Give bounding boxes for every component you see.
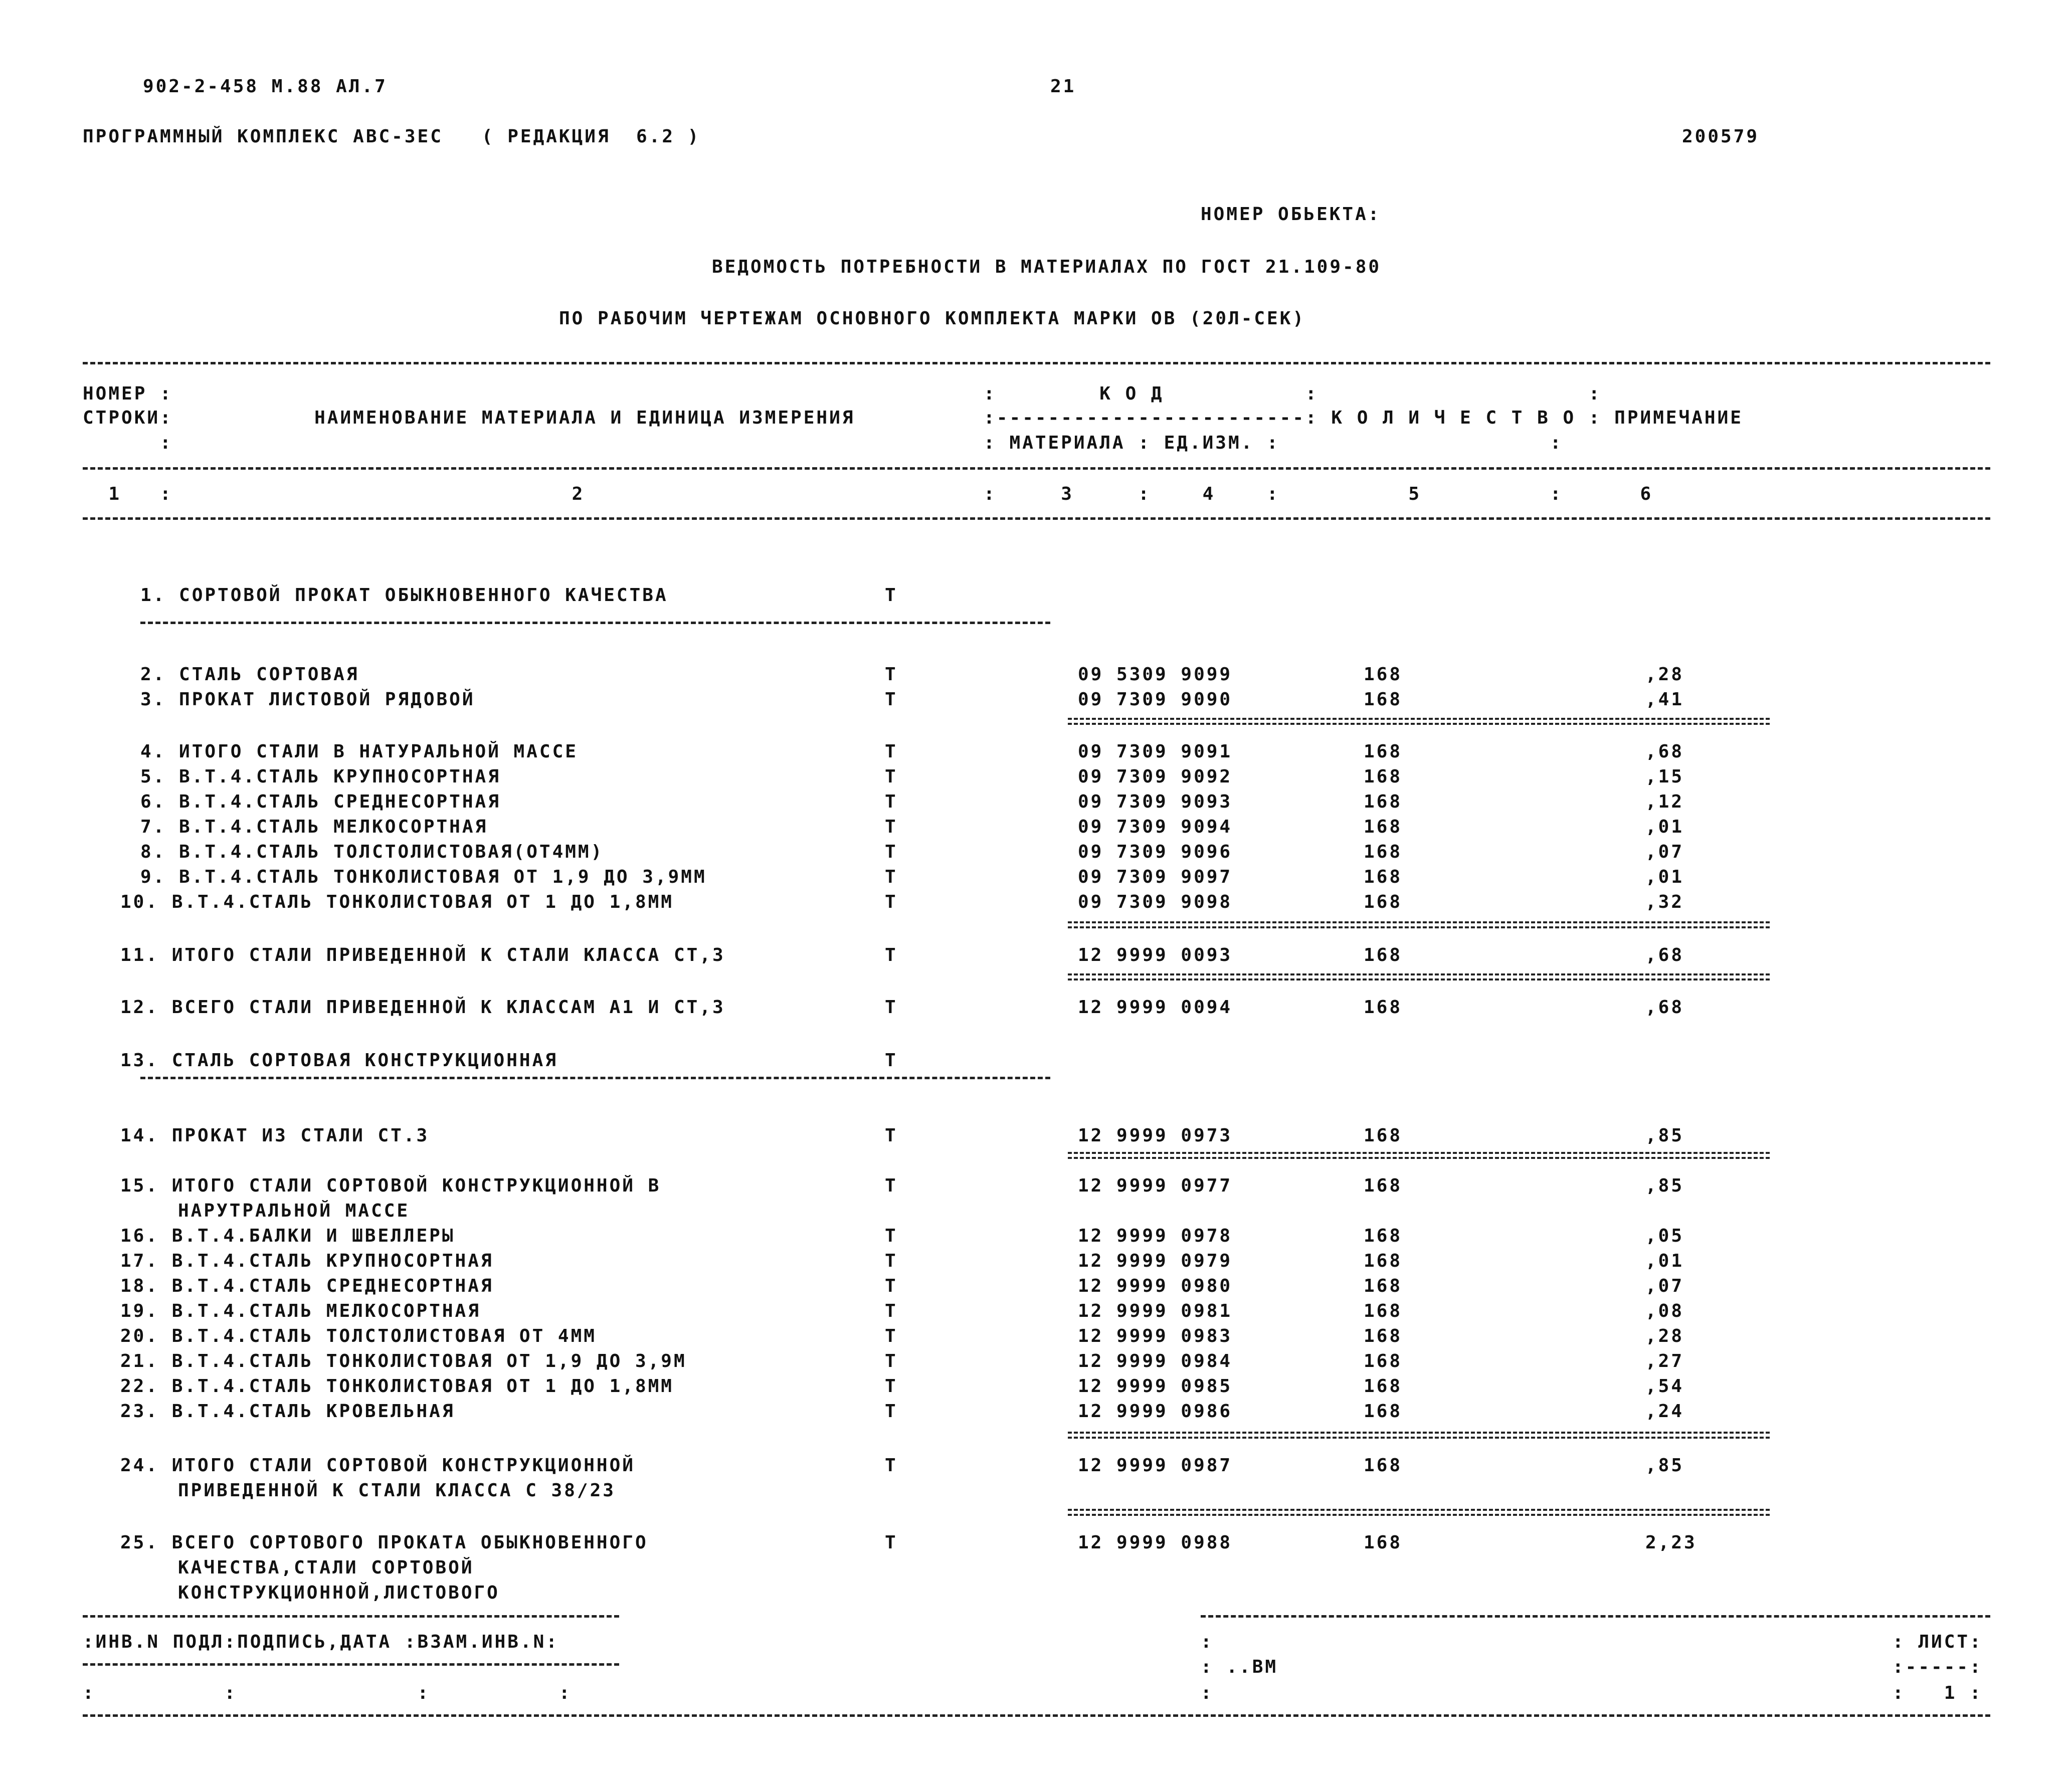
row-qty: ,07: [1645, 842, 1684, 862]
total-rule: [1068, 1509, 1770, 1516]
row-qty: ,54: [1645, 1376, 1684, 1397]
row-name: 16. В.Т.4.БАЛКИ И ШВЕЛЛЕРЫ: [120, 1226, 455, 1246]
section-rule: [140, 1077, 1050, 1079]
footer-rule-left-top: [83, 1615, 619, 1618]
sheet-number: : 1 :: [1893, 1683, 1983, 1703]
row-unit: Т: [885, 1251, 898, 1271]
total-rule: [1068, 718, 1770, 725]
row-ed: 168: [1364, 817, 1403, 837]
row-name: 7. В.Т.4.СТАЛЬ МЕЛКОСОРТНАЯ: [140, 817, 488, 837]
row-name: 4. ИТОГО СТАЛИ В НАТУРАЛЬНОЙ МАССЕ: [140, 741, 578, 762]
row-qty: ,01: [1645, 817, 1684, 837]
row-qty: ,28: [1645, 664, 1684, 685]
total-rule: [1068, 1432, 1770, 1439]
row-qty: ,41: [1645, 689, 1684, 710]
header-rule-top: [83, 362, 1990, 364]
row-ed: 168: [1364, 689, 1403, 710]
row-ed: 168: [1364, 741, 1403, 762]
row-name: 21. В.Т.4.СТАЛЬ ТОНКОЛИСТОВАЯ ОТ 1,9 ДО 3,9М: [120, 1351, 687, 1371]
row-code: 12 9999 0973: [1078, 1125, 1233, 1146]
row-name: 17. В.Т.4.СТАЛЬ КРУПНОСОРТНАЯ: [120, 1251, 494, 1271]
row-qty: 2,23: [1645, 1532, 1697, 1553]
row-code: 12 9999 0979: [1078, 1251, 1233, 1271]
row-qty: ,68: [1645, 997, 1684, 1018]
row-qty: ,08: [1645, 1301, 1684, 1321]
row-unit: Т: [885, 766, 898, 787]
page-number: 21: [1050, 76, 1076, 97]
row-code: 12 9999 0093: [1078, 945, 1233, 965]
row-qty: ,12: [1645, 792, 1684, 812]
row-unit: Т: [885, 1276, 898, 1296]
document-title: ВЕДОМОСТЬ ПОТРЕБНОСТИ В МАТЕРИАЛАХ ПО ГОСТ 21.109-80: [712, 257, 1382, 277]
row-ed: 168: [1364, 1326, 1403, 1346]
row-ed: 168: [1364, 1351, 1403, 1371]
row-ed: 168: [1364, 664, 1403, 685]
row-code: 12 9999 0978: [1078, 1226, 1233, 1246]
row-qty: ,68: [1645, 741, 1684, 762]
row-ed: 168: [1364, 1226, 1403, 1246]
row-unit: Т: [885, 842, 898, 862]
doc-code: 902-2-458 М.88 АЛ.7: [143, 76, 388, 97]
header-rule-bottom: [83, 517, 1990, 520]
row-name: 10. В.Т.4.СТАЛЬ ТОНКОЛИСТОВАЯ ОТ 1 ДО 1,8ММ: [120, 892, 674, 912]
footer-vm: : ..ВМ: [1201, 1657, 1278, 1677]
total-rule: [1068, 1152, 1770, 1159]
row-qty: ,27: [1645, 1351, 1684, 1371]
row-code: 09 5309 9099: [1078, 664, 1233, 685]
header-row-b: СТРОКИ: НАИМЕНОВАНИЕ МАТЕРИАЛА И ЕДИНИЦА ИЗМЕРЕНИЯ :------------------------: К О Л И Ч Е С Т В О : ПРИМЕЧАНИЕ: [83, 408, 1743, 428]
footer-stamp-fields: : : : :: [83, 1683, 572, 1703]
row-name: 5. В.Т.4.СТАЛЬ КРУПНОСОРТНАЯ: [140, 766, 501, 787]
row-name: 25. ВСЕГО СОРТОВОГО ПРОКАТА ОБЫКНОВЕННОГО: [120, 1532, 648, 1553]
row-code: 09 7309 9090: [1078, 689, 1233, 710]
row-name: 19. В.Т.4.СТАЛЬ МЕЛКОСОРТНАЯ: [120, 1301, 481, 1321]
row-code: 12 9999 0981: [1078, 1301, 1233, 1321]
row-ed: 168: [1364, 1276, 1403, 1296]
row-unit: Т: [885, 1125, 898, 1146]
row-name: КАЧЕСТВА,СТАЛИ СОРТОВОЙ: [178, 1557, 474, 1578]
row-name: 2. СТАЛЬ СОРТОВАЯ: [140, 664, 359, 685]
row-qty: ,24: [1645, 1401, 1684, 1422]
row-code: 09 7309 9098: [1078, 892, 1233, 912]
row-name: 11. ИТОГО СТАЛИ ПРИВЕДЕННОЙ К СТАЛИ КЛАССА СТ,3: [120, 945, 725, 965]
row-unit: Т: [885, 1351, 898, 1371]
row-unit: Т: [885, 1175, 898, 1196]
row-name: ПРИВЕДЕННОЙ К СТАЛИ КЛАССА С 38/23: [178, 1480, 616, 1501]
row-ed: 168: [1364, 1175, 1403, 1196]
row-name: КОНСТРУКЦИОННОЙ,ЛИСТОВОГО: [178, 1583, 500, 1603]
row-name: 1. СОРТОВОЙ ПРОКАТ ОБЫКНОВЕННОГО КАЧЕСТВА: [140, 585, 668, 606]
row-code: 09 7309 9093: [1078, 792, 1233, 812]
row-qty: ,07: [1645, 1276, 1684, 1296]
row-name: 13. СТАЛЬ СОРТОВАЯ КОНСТРУКЦИОННАЯ: [120, 1050, 558, 1071]
row-ed: 168: [1364, 892, 1403, 912]
row-ed: 168: [1364, 1125, 1403, 1146]
row-unit: Т: [885, 1226, 898, 1246]
row-unit: Т: [885, 1376, 898, 1397]
row-code: 12 9999 0983: [1078, 1326, 1233, 1346]
row-name: 9. В.Т.4.СТАЛЬ ТОНКОЛИСТОВАЯ ОТ 1,9 ДО 3,9ММ: [140, 867, 707, 887]
row-unit: Т: [885, 1301, 898, 1321]
object-number-label: НОМЕР ОБЬЕКТА:: [1201, 204, 1381, 225]
footer-right-colon-2: :: [1201, 1683, 1214, 1703]
document-subtitle: ПО РАБОЧИМ ЧЕРТЕЖАМ ОСНОВНОГО КОМПЛЕКТА МАРКИ ОВ (20Л-СЕК): [559, 308, 1306, 329]
total-rule: [1068, 921, 1770, 928]
row-name: 22. В.Т.4.СТАЛЬ ТОНКОЛИСТОВАЯ ОТ 1 ДО 1,8ММ: [120, 1376, 674, 1397]
footer-stamp-labels: :ИНВ.N ПОДЛ:ПОДПИСЬ,ДАТА :ВЗАМ.ИНВ.N:: [83, 1632, 559, 1652]
row-ed: 168: [1364, 1301, 1403, 1321]
row-unit: Т: [885, 892, 898, 912]
footer-right-colon: :: [1201, 1632, 1214, 1652]
row-unit: Т: [885, 664, 898, 685]
program-line: ПРОГРАММНЫЙ КОМПЛЕКС АВС-3ЕС ( РЕДАКЦИЯ 6.2 ): [83, 126, 701, 147]
row-unit: Т: [885, 867, 898, 887]
row-code: 09 7309 9092: [1078, 766, 1233, 787]
row-code: 09 7309 9096: [1078, 842, 1233, 862]
row-name: 8. В.Т.4.СТАЛЬ ТОЛСТОЛИСТОВАЯ(ОТ4ММ): [140, 842, 604, 862]
row-name: 15. ИТОГО СТАЛИ СОРТОВОЙ КОНСТРУКЦИОННОЙ В: [120, 1175, 661, 1196]
row-name: 23. В.Т.4.СТАЛЬ КРОВЕЛЬНАЯ: [120, 1401, 455, 1422]
row-ed: 168: [1364, 1401, 1403, 1422]
row-unit: Т: [885, 585, 898, 606]
footer-rule-left-mid: [83, 1663, 619, 1666]
row-name: 12. ВСЕГО СТАЛИ ПРИВЕДЕННОЙ К КЛАССАМ А1 И СТ,3: [120, 997, 725, 1018]
row-unit: Т: [885, 1326, 898, 1346]
row-unit: Т: [885, 1401, 898, 1422]
row-ed: 168: [1364, 1376, 1403, 1397]
row-ed: 168: [1364, 1251, 1403, 1271]
row-name: НАРУТРАЛЬНОЙ МАССЕ: [178, 1201, 410, 1221]
total-rule: [1068, 973, 1770, 980]
row-qty: ,01: [1645, 867, 1684, 887]
row-qty: ,28: [1645, 1326, 1684, 1346]
row-code: 12 9999 0986: [1078, 1401, 1233, 1422]
row-unit: Т: [885, 945, 898, 965]
row-qty: ,85: [1645, 1175, 1684, 1196]
row-code: 09 7309 9094: [1078, 817, 1233, 837]
row-qty: ,15: [1645, 766, 1684, 787]
row-code: 12 9999 0987: [1078, 1455, 1233, 1476]
row-code: 12 9999 0977: [1078, 1175, 1233, 1196]
row-code: 12 9999 0980: [1078, 1276, 1233, 1296]
row-ed: 168: [1364, 997, 1403, 1018]
row-qty: ,85: [1645, 1455, 1684, 1476]
sheet-separator: :-----:: [1893, 1657, 1983, 1677]
row-unit: Т: [885, 689, 898, 710]
row-unit: Т: [885, 792, 898, 812]
row-name: 6. В.Т.4.СТАЛЬ СРЕДНЕСОРТНАЯ: [140, 792, 501, 812]
row-qty: ,05: [1645, 1226, 1684, 1246]
document-number: 200579: [1682, 126, 1760, 147]
row-name: 20. В.Т.4.СТАЛЬ ТОЛСТОЛИСТОВАЯ ОТ 4ММ: [120, 1326, 597, 1346]
row-code: 09 7309 9091: [1078, 741, 1233, 762]
column-numbers: 1 : 2 : 3 : 4 : 5 : 6: [83, 484, 1653, 504]
header-row-c: : : МАТЕРИАЛА : ЕД.ИЗМ. : :: [83, 433, 1563, 453]
row-unit: Т: [885, 1455, 898, 1476]
row-name: 24. ИТОГО СТАЛИ СОРТОВОЙ КОНСТРУКЦИОННОЙ: [120, 1455, 635, 1476]
row-unit: Т: [885, 997, 898, 1018]
row-qty: ,01: [1645, 1251, 1684, 1271]
row-code: 12 9999 0984: [1078, 1351, 1233, 1371]
row-code: 12 9999 0094: [1078, 997, 1233, 1018]
row-unit: Т: [885, 1050, 898, 1071]
row-qty: ,32: [1645, 892, 1684, 912]
row-qty: ,85: [1645, 1125, 1684, 1146]
sheet-label: : ЛИСТ:: [1893, 1632, 1983, 1652]
row-ed: 168: [1364, 792, 1403, 812]
row-ed: 168: [1364, 842, 1403, 862]
row-name: 18. В.Т.4.СТАЛЬ СРЕДНЕСОРТНАЯ: [120, 1276, 494, 1296]
row-ed: 168: [1364, 945, 1403, 965]
section-rule: [140, 622, 1050, 624]
row-name: 3. ПРОКАТ ЛИСТОВОЙ РЯДОВОЙ: [140, 689, 475, 710]
row-name: 14. ПРОКАТ ИЗ СТАЛИ СТ.3: [120, 1125, 430, 1146]
row-ed: 168: [1364, 1532, 1403, 1553]
header-rule-mid: [83, 467, 1990, 470]
footer-rule-bottom: [83, 1714, 1990, 1717]
row-unit: Т: [885, 1532, 898, 1553]
row-code: 09 7309 9097: [1078, 867, 1233, 887]
row-unit: Т: [885, 741, 898, 762]
row-ed: 168: [1364, 1455, 1403, 1476]
row-ed: 168: [1364, 766, 1403, 787]
row-qty: ,68: [1645, 945, 1684, 965]
row-code: 12 9999 0988: [1078, 1532, 1233, 1553]
row-unit: Т: [885, 817, 898, 837]
row-code: 12 9999 0985: [1078, 1376, 1233, 1397]
header-row-a: НОМЕР : : К О Д : :: [83, 383, 1602, 404]
footer-rule-right-top: [1201, 1615, 1990, 1618]
row-ed: 168: [1364, 867, 1403, 887]
